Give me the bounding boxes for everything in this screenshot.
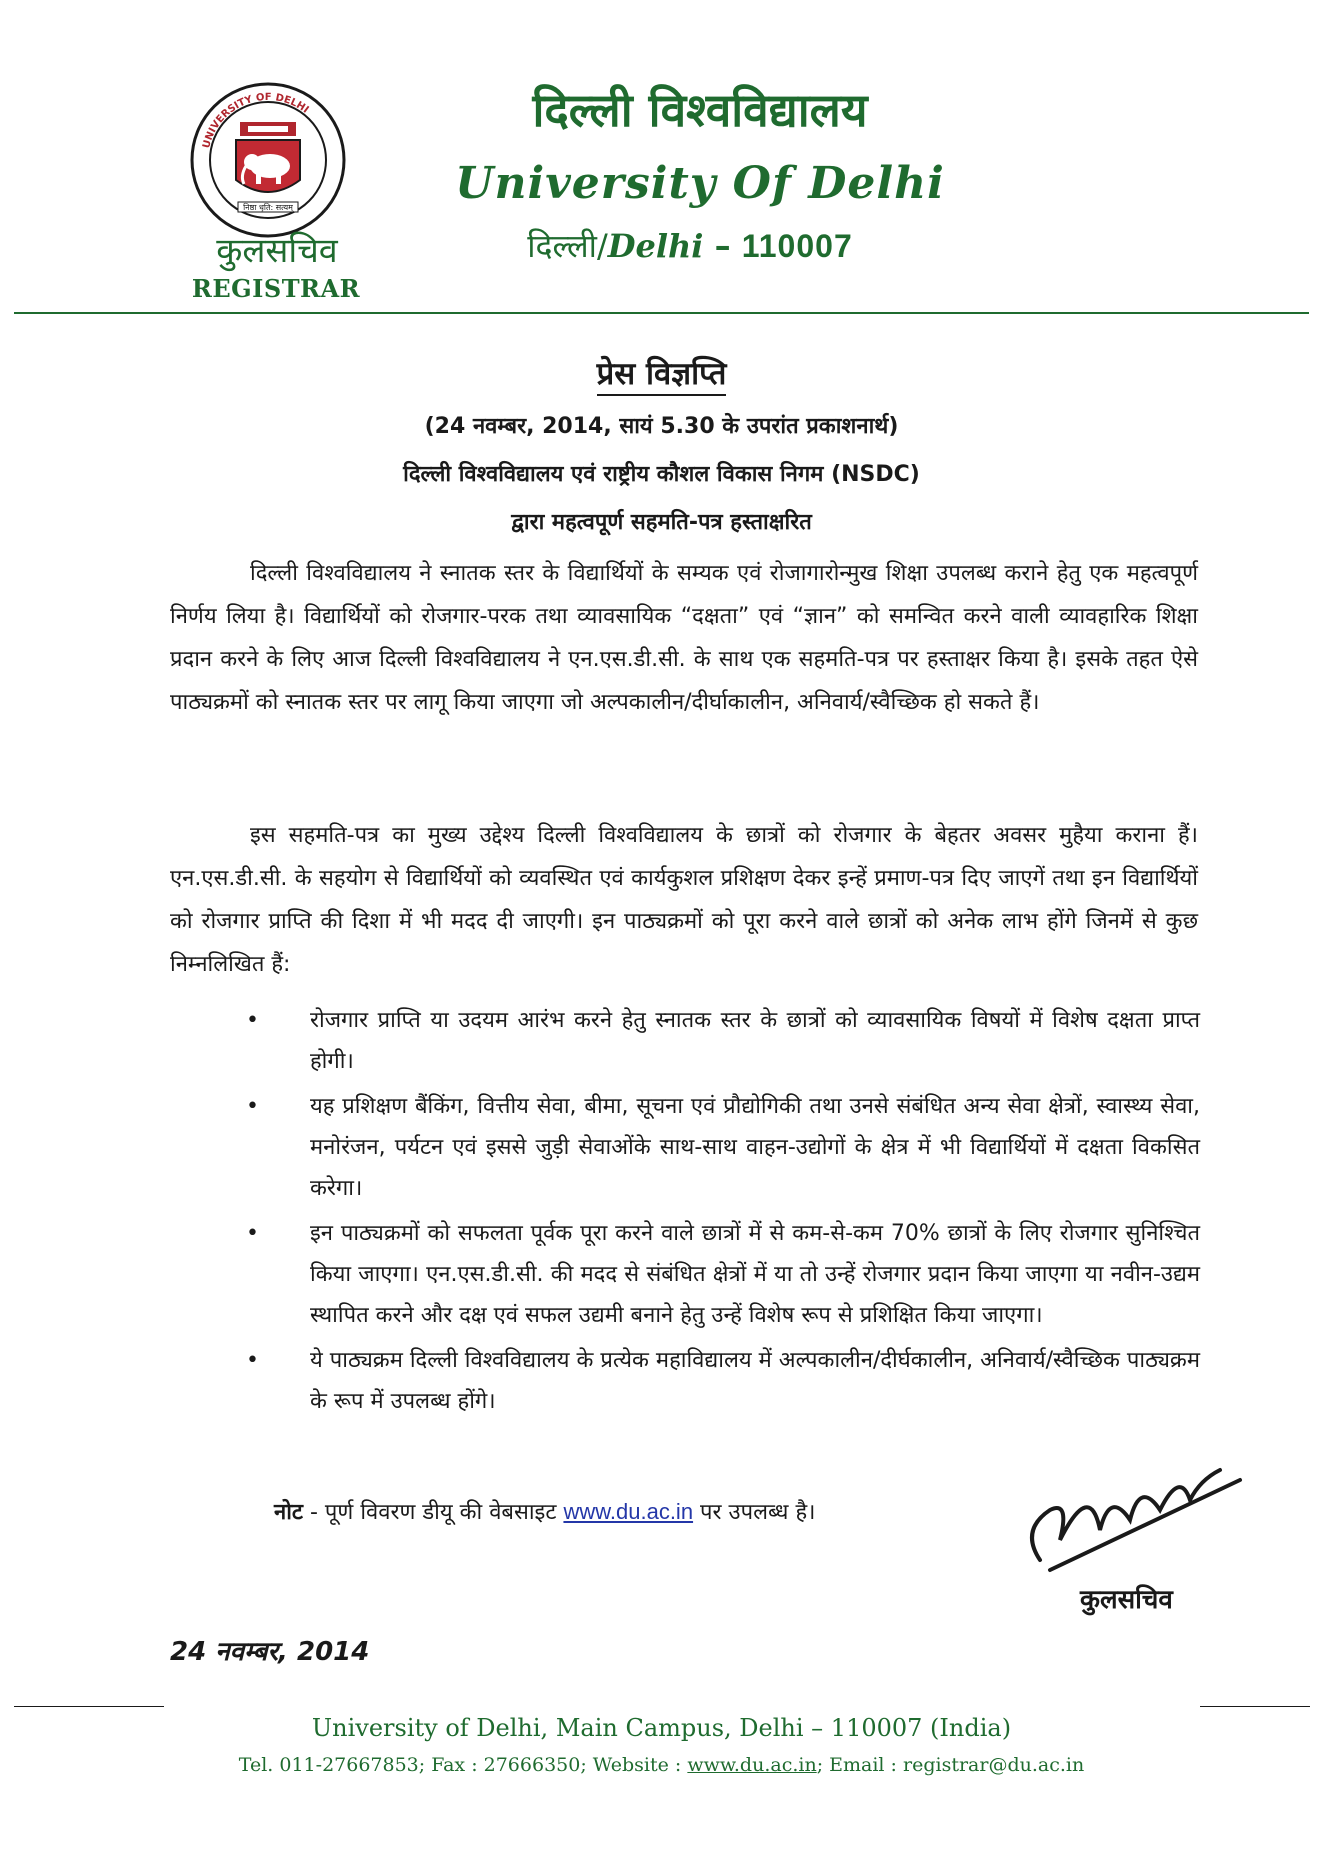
registrar-signature [1010,1440,1250,1590]
bullet-icon: • [246,1008,259,1033]
footer-email-label: ; Email : [816,1754,903,1776]
website-link[interactable]: www.du.ac.in [563,1499,694,1524]
subtitle-date-line: (24 नवम्बर, 2014, सायं 5.30 के उपरांत प्रकाशनार्थ) [424,414,899,439]
note-text-before: - पूर्ण विवरण डीयू की वेबसाइट [303,1500,564,1525]
list-item-text: इन पाठ्यक्रमों को सफलता पूर्वक पूरा करने वाले छात्रों में से कम-से-कम 70% छात्रों के लिए रोजगार सुनिश्चित किया जाएगा। एन.एस.डी.सी. की मदद से संबंधित क्षेत्रों में या तो उन्हें रोजगार प्रदान किया जाएगा या नवीन-उद्यम स्थापित करने और दक्ष एवं सफल उद्यमी बनाने हेतु उन्हें विशेष रूप से प्रशिक्षित किया जाएगा। [310,1221,1200,1328]
header-divider [14,312,1309,314]
footer-rule-right [1200,1706,1310,1707]
bullet-icon: • [246,1221,259,1246]
subtitle-headline-2: द्वारा महत्वपूर्ण सहमति-पत्र हस्ताक्षरित [511,510,812,535]
university-city [500,224,880,267]
city-english: Delhi [607,227,704,265]
city-hindi: दिल्ली/ [527,227,608,265]
press-release-title-text: प्रेस विज्ञप्ति [597,356,727,396]
note-text-after: पर उपलब्ध है। [693,1500,816,1525]
footer-rule-left [14,1706,164,1707]
footer-contact [0,1754,1323,1776]
list-item-text: यह प्रशिक्षण बैंकिंग, वित्तीय सेवा, बीमा, सूचना एवं प्रौद्योगिकी तथा उनसे संबंधित अन्य सेवा क्षेत्रों, स्वास्थ्य सेवा, मनोरंजन, पर्यटन एवं इससे जुड़ी सेवाओंके साथ-साथ वाहन-उद्योगों के क्षेत्र में भी विद्यार्थियों में दक्षता विकसित करेगा। [310,1094,1200,1201]
list-item [246,1340,1200,1422]
press-release-title [0,352,1323,394]
seal-motto: निष्ठा धृति: सत्यम् [243,203,293,212]
subtitle-headline-1: दिल्ली विश्वविद्यालय एवं राष्ट्रीय कौशल विकास निगम (NSDC) [403,462,920,487]
university-seal-logo [188,80,348,240]
paragraph-text: इस सहमति-पत्र का मुख्य उद्देश्य दिल्ली विश्वविद्यालय के छात्रों को रोजगार के बेहतर अवसर मुहैया कराना हैं। एन.एस.डी.सी. के सहयोग से विद्यार्थियों को व्यवस्थित एवं कार्यकुशल प्रशिक्षण देकर इन्हें प्रमाण-पत्र दिए जाएगें तथा इन विद्यार्थियों को रोजगार प्राप्ति की दिशा में भी मदद दी जाएगी। इन पाठ्यक्रमों को पूरा करने वाले छात्रों को अनेक लाभ होंगे जिनमें से कुछ निम्नलिखित हैं: [170,823,1198,977]
list-item-text: रोजगार प्राप्ति या उदयम आरंभ करने हेतु स्नातक स्तर के छात्रों को व्यावसायिक विषयों में विशेष दक्षता प्राप्त होगी। [310,1008,1200,1074]
city-pincode: 110007 [741,228,853,264]
body-paragraph [170,814,1198,986]
document-date: 24 नवम्बर, 2014 [170,1637,370,1667]
registrar-title-english: REGISTRAR [191,274,361,303]
benefits-list [246,1000,1200,1422]
list-item [246,1000,1200,1082]
footer-tel-fax: Tel. 011-27667853; Fax : 27666350; Website : [238,1754,688,1776]
footer-website-link[interactable]: www.du.ac.in [687,1754,817,1776]
university-name-hindi: दिल्ली विश्वविद्यालय [532,83,868,137]
footer-address: University of Delhi, Main Campus, Delhi – 110007 (India) [311,1714,1012,1742]
bullet-icon: • [246,1094,259,1119]
university-name-english: University Of Delhi [455,158,945,209]
list-item-text: ये पाठ्यक्रम दिल्ली विश्वविद्यालय के प्रत्येक महाविद्यालय में अल्पकालीन/दीर्घकालीन, अनिवार्य/स्वैच्छिक पाठ्यक्रम के रूप में उपलब्ध होंगे। [310,1348,1200,1414]
bullet-icon: • [246,1348,259,1373]
footer-email-link[interactable]: registrar@du.ac.in [903,1754,1085,1776]
note-line [274,1496,815,1526]
city-separator: – [703,227,742,265]
body-paragraph [170,552,1198,724]
registrar-title-hindi: कुलसचिव [216,231,338,271]
signatory-title: कुलसचिव [1080,1585,1173,1615]
paragraph-text: दिल्ली विश्वविद्यालय ने स्नातक स्तर के विद्यार्थियों के सम्यक एवं रोजागारोन्मुख शिक्षा उपलब्ध कराने हेतु एक महत्वपूर्ण निर्णय लिया है। विद्यार्थियों को रोजगार-परक तथा व्यावसायिक “दक्षता” एवं “ज्ञान” को समन्वित करने वाली व्यावहारिक शिक्षा प्रदान करने के लिए आज दिल्ली विश्वविद्यालय ने एन.एस.डी.सी. के साथ एक सहमति-पत्र पर हस्ताक्षर किया है। इसके तहत ऐसे पाठ्यक्रमों को स्नातक स्तर पर लागू किया जाएगा जो अल्पकालीन/दीर्घाकालीन, अनिवार्य/स्वैच्छिक हो सकते हैं। [170,561,1198,715]
note-label: नोट [274,1500,303,1525]
list-item [246,1086,1200,1209]
list-item [246,1213,1200,1336]
svg-text:UNIVERSITY OF DELHI: UNIVERSITY OF DELHI [201,91,311,150]
